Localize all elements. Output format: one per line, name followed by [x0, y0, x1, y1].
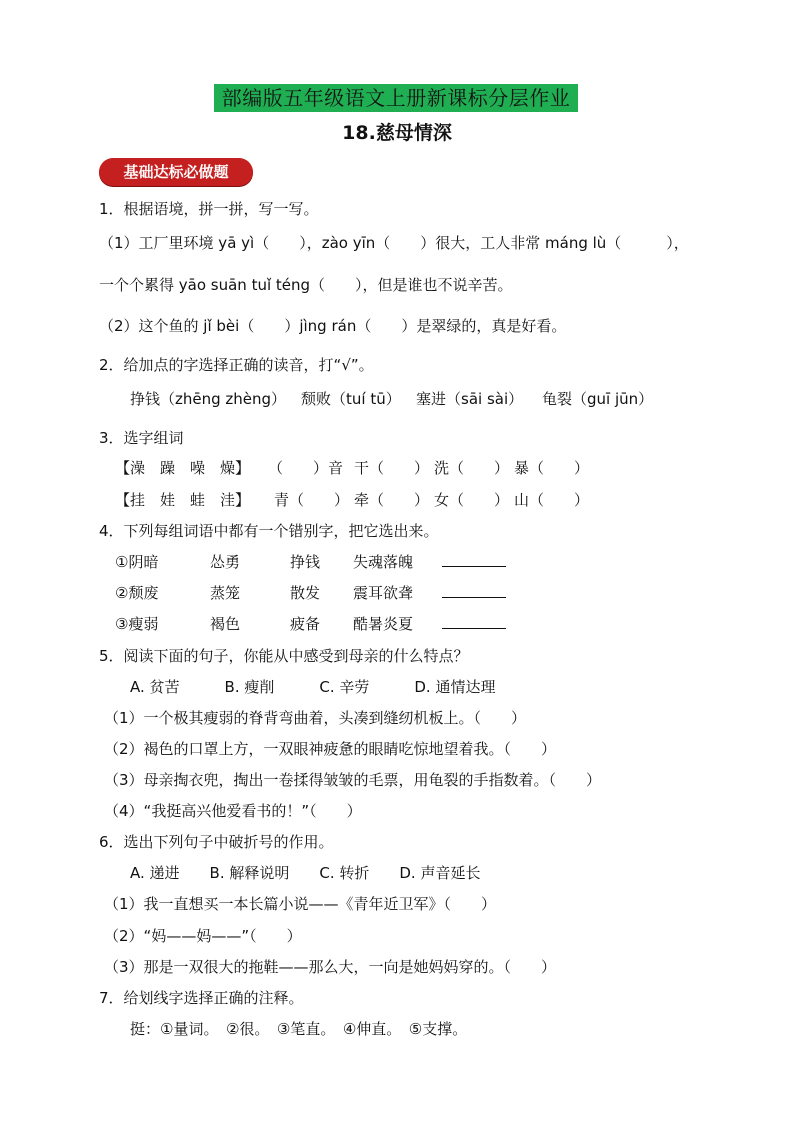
q6-sentence-2: （2）“妈——妈——”（ ） [104, 927, 302, 945]
q3-title: 3．选字组词 [99, 429, 184, 447]
q3-item: 干（ ） [354, 459, 430, 477]
q6-title: 6．选出下列句子中破折号的作用。 [99, 833, 334, 851]
q4-word: 酷暑炎夏 [353, 615, 414, 633]
q4-word: 散发 [290, 584, 321, 602]
q4-word: 失魂落魄 [353, 553, 414, 571]
q1-line-2: 一个个累得 yāo suān tuǐ téng（ ），但是谁也不说辛苦。 [99, 276, 513, 294]
q4-answer-blank[interactable] [442, 613, 506, 635]
q5-title: 5．阅读下面的句子，你能从中感受到母亲的什么特点？ [99, 647, 469, 665]
q4-word: ②颓废 [115, 584, 159, 602]
q4-word: ③瘦弱 [115, 615, 159, 633]
q3-group-2: 【挂 娃 蛙 洼】 [115, 491, 251, 509]
q6-options: A. 递进 B. 解释说明 C. 转折 D. 声音延长 [130, 864, 481, 882]
q4-word: 震耳欲聋 [353, 584, 414, 602]
q4-word: 褐色 [210, 615, 241, 633]
q5-sentence-1: （1）一个极其瘦弱的脊背弯曲着，头凑到缝纫机板上。（ ） [104, 709, 527, 727]
q7-definitions: 挺：①量词。 ②很。 ③笔直。 ④伸直。 ⑤支撑。 [130, 1020, 468, 1038]
q3-item: 女（ ） [434, 491, 510, 509]
q5-sentence-3: （3）母亲掏衣兜，掏出一卷揉得皱皱的毛票，用龟裂的手指数着。（ ） [104, 771, 602, 789]
q6-sentence-3: （3）那是一双很大的拖鞋——那么大，一向是她妈妈穿的。（ ） [104, 958, 557, 976]
q4-word: 蒸笼 [210, 584, 241, 602]
q2-item: 龟裂（guī jūn） [542, 390, 654, 408]
q7-title: 7．给划线字选择正确的注释。 [99, 989, 304, 1007]
q1-line-3: （2）这个鱼的 jǐ bèi（ ）jìng rán（ ）是翠绿的，真是好看。 [99, 317, 567, 335]
q3-item: 牵（ ） [354, 491, 430, 509]
q4-word: 疲备 [290, 615, 321, 633]
q4-title: 4．下列每组词语中都有一个错别字，把它选出来。 [99, 522, 439, 540]
q2-item: 颓败（tuí tū） [301, 390, 401, 408]
q3-item: 暴（ ） [514, 459, 590, 477]
q4-answer-blank[interactable] [442, 582, 506, 604]
q5-sentence-2: （2）褐色的口罩上方，一双眼神疲惫的眼睛吃惊地望着我。（ ） [104, 740, 557, 758]
q4-answer-blank[interactable] [442, 551, 506, 573]
q1-line-1: （1）工厂里环境 yā yì（ ），zào yīn（ ）很大，工人非常 máng lù（ ）， [99, 234, 689, 252]
q3-item: 青（ ） [274, 491, 350, 509]
q1-title: 1．根据语境，拼一拼，写一写。 [99, 200, 319, 218]
q2-item: 挣钱（zhēng zhèng） [130, 390, 287, 408]
q3-group-1: 【澡 躁 噪 燥】 [115, 459, 251, 477]
section-badge: 基础达标必做题 [99, 158, 253, 186]
q3-item: 山（ ） [514, 491, 590, 509]
document-banner: 部编版五年级语文上册新课标分层作业 [214, 84, 578, 112]
q4-word: ①阴暗 [115, 553, 159, 571]
q5-options: A. 贫苦 B. 瘦削 C. 辛劳 D. 通情达理 [130, 678, 496, 696]
q6-sentence-1: （1）我一直想买一本长篇小说——《青年近卫军》（ ） [104, 895, 497, 913]
q4-word: 怂勇 [210, 553, 241, 571]
q2-item: 塞进（sāi sài） [416, 390, 524, 408]
q4-word: 挣钱 [290, 553, 321, 571]
q3-item: （ ）音 [268, 459, 344, 477]
lesson-title: 18.慈母情深 [342, 122, 452, 144]
q5-sentence-4: （4）“我挺高兴他爱看书的！”（ ） [104, 802, 362, 820]
q2-title: 2．给加点的字选择正确的读音，打“√”。 [99, 356, 374, 374]
q3-item: 洗（ ） [434, 459, 510, 477]
